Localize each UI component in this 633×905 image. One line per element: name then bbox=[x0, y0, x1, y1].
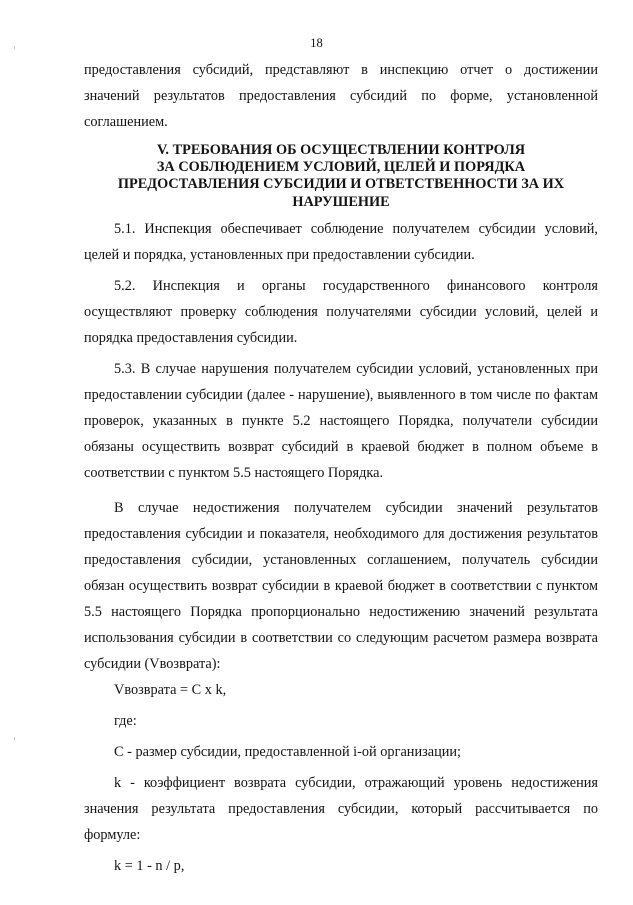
section-heading-line: V. ТРЕБОВАНИЯ ОБ ОСУЩЕСТВЛЕНИИ КОНТРОЛЯ bbox=[156, 142, 526, 158]
paragraph-5-1: 5.1. Инспекция обеспечивает соблюдение получателем субсидии условий, целей и порядка, установленных при предоставлении субсидии. bbox=[84, 220, 598, 263]
k-definition: k - коэффициент возврата субсидии, отражающий уровень недостижения значения результата предоставления субсидии, который рассчитывается по формуле: bbox=[84, 774, 598, 843]
section-heading-line: НАРУШЕНИЕ bbox=[292, 193, 390, 210]
document-body bbox=[84, 57, 598, 879]
formula-return-amount: Vвозврата = C x k, bbox=[114, 681, 227, 698]
intro-paragraph: предоставления субсидий, представляют в инспекцию отчет о достижении значений результатов предоставления субсидий по форме, установленной соглашением. bbox=[84, 62, 598, 130]
c-definition: C - размер субсидии, предоставленной i-ой организации; bbox=[114, 743, 462, 760]
paragraph-5-2: 5.2. Инспекция и органы государственного финансового контроля осуществляют проверку соблюдения получателями субсидии условий, целей и порядка предоставления субсидии. bbox=[84, 277, 598, 346]
margin-mark bbox=[14, 46, 15, 49]
section-heading bbox=[84, 142, 598, 211]
section-heading-line: ПРЕДОСТАВЛЕНИЯ СУБСИДИИ И ОТВЕТСТВЕННОСТИ ЗА ИХ bbox=[117, 176, 565, 193]
paragraph-5-3: 5.3. В случае нарушения получателем субсидии условий, установленных при предоставлении субсидии (далее - нарушение), выявленного в том числе по фактам проверок, указанных в пункте 5.2 настоящего Порядка, получатели субсидии обязаны осуществить возврат субсидий в краевой бюджет в полном объеме в соответствии с пунктом 5.5 настоящего Порядка. bbox=[84, 360, 598, 481]
where-label: где: bbox=[114, 712, 137, 729]
formula-coefficient: k = 1 - n / p, bbox=[114, 857, 185, 874]
section-heading-line: ЗА СОБЛЮДЕНИЕМ УСЛОВИЙ, ЦЕЛЕЙ И ПОРЯДКА bbox=[156, 159, 526, 176]
paragraph-non-achievement: В случае недостижения получателем субсидии значений результатов предоставления субсидии и показателя, необходимого для достижения результатов предоставления субсидии, установленных соглашением, получатель субсидии обязан осуществить возврат субсидии в краевой бюджет в соответствии с пунктом 5.5 настоящего Порядка пропорционально недостижению значений результата использования субсидии в соответствии со следующим расчетом размера возврата субсидии (Vвозврата): bbox=[84, 499, 598, 672]
margin-mark bbox=[14, 737, 15, 740]
page-number: 18 bbox=[310, 36, 323, 50]
